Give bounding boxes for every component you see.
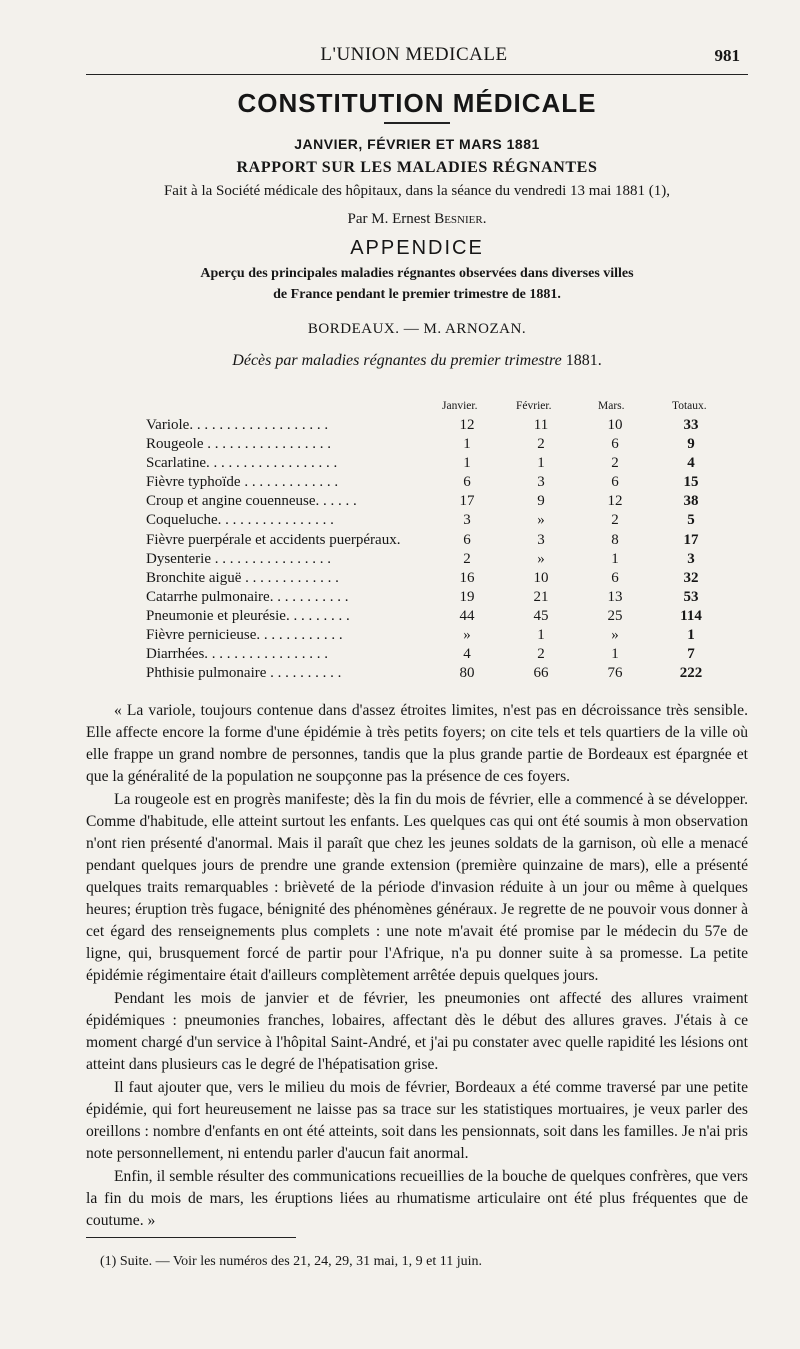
table-row: [146, 416, 746, 435]
table-row: [146, 664, 746, 683]
mortality-table: [146, 398, 746, 683]
row-value: 11: [533, 417, 549, 433]
row-label: Bronchite aiguë . . . . . . . . . . . . .: [146, 569, 339, 586]
main-title: CONSTITUTION MÉDICALE: [237, 88, 597, 118]
table-row: [146, 588, 746, 607]
row-value: 12: [607, 493, 623, 510]
row-value: 80: [459, 665, 475, 682]
table-row: [146, 492, 746, 511]
row-value: 17: [459, 493, 475, 510]
title-rule: [384, 122, 450, 124]
running-head: [88, 44, 740, 74]
paragraph: Pendant les mois de janvier et de février, les pneumonies ont affecté des allures vraiment épidémiques : pneumonies franches, lobaires, affectant dès le début des allures graves. J'étais à ce moment chargé d'un service à l'hôpital Saint-André, et j'ai pu constater avec quelle rapidité les lésions ont atteint dans plusieurs cas le degré de l'hépatisation grise.: [86, 990, 748, 1073]
author-name: Besnier.: [434, 211, 487, 227]
header-fevrier: Février.: [516, 400, 552, 412]
row-value: 2: [611, 455, 619, 472]
row-value: 10: [607, 417, 623, 433]
row-label: Fièvre puerpérale et accidents puerpéraux.: [146, 531, 401, 548]
row-label: Pneumonie et pleurésie. . . . . . . . .: [146, 607, 350, 624]
row-value: 21: [533, 588, 549, 605]
row-value: 4: [687, 455, 695, 472]
table-row: [146, 626, 746, 645]
header-rule: [86, 74, 748, 75]
table-row: [146, 531, 746, 550]
row-value: 17: [683, 531, 699, 548]
page-number: 981: [714, 46, 740, 65]
row-value: 13: [607, 588, 623, 605]
row-label: Diarrhées. . . . . . . . . . . . . . . . .: [146, 646, 329, 663]
table-row: [146, 435, 746, 454]
author-line: [86, 208, 748, 230]
session-line: Fait à la Société médicale des hôpitaux, dans la séance du vendredi 13 mai 1881 (1),: [163, 183, 671, 199]
row-value: 9: [687, 436, 695, 453]
row-value: 12: [459, 417, 475, 433]
table-row: [146, 511, 746, 530]
header-totaux: Totaux.: [672, 400, 707, 412]
row-value: 1: [537, 455, 545, 472]
author-prefix: Par M. Ernest: [347, 211, 435, 227]
row-value: 222: [679, 665, 703, 682]
table-row: [146, 473, 746, 492]
row-label: Coqueluche. . . . . . . . . . . . . . . .: [146, 512, 334, 529]
journal-title: L'UNION MEDICALE: [320, 44, 508, 65]
footnote-rule: [86, 1237, 296, 1238]
row-value: 45: [533, 607, 549, 624]
row-value: 1: [687, 627, 695, 644]
row-value: 2: [537, 646, 545, 663]
row-value: 3: [537, 531, 545, 548]
row-value: 8: [611, 531, 619, 548]
row-label: Scarlatine. . . . . . . . . . . . . . . . . .: [146, 455, 338, 472]
report-heading: RAPPORT SUR LES MALADIES RÉGNANTES: [236, 159, 598, 176]
row-value: 16: [459, 569, 475, 586]
row-label: Variole. . . . . . . . . . . . . . . . . . .: [146, 417, 329, 433]
row-label: Catarrhe pulmonaire. . . . . . . . . . .: [146, 588, 349, 605]
row-value: 19: [459, 588, 475, 605]
row-label: Fièvre pernicieuse. . . . . . . . . . . .: [146, 627, 343, 644]
title-block: [86, 86, 748, 372]
paragraph: « La variole, toujours contenue dans d'assez étroites limites, n'est pas en décroissance très sensible. Elle affecte encore la forme d'une épidémie à très petits foyers; on cite tels et tels quartiers de la ville où elle frappe un grand nombre de personnes, tandis que la plus grande partie de Bordeaux est épargnée et que la généralité de la population ne soupçonne pas la présence de ces foyers.: [86, 702, 748, 785]
paragraph: Il faut ajouter que, vers le milieu du mois de février, Bordeaux a été comme traversé par une petite épidémie, qui fort heureusement ne laisse pas sa trace sur les statistiques mortuaires, je veux parler des oreillons : nombre d'enfants en ont été atteints, soit dans les pensionnats, soit dans les familles. Je n'ai pris note personnellement, ni entendu parler d'aucun fait anormal.: [86, 1079, 748, 1162]
row-value: 66: [533, 665, 549, 682]
row-label: Rougeole . . . . . . . . . . . . . . . . .: [146, 436, 331, 453]
table-body: [146, 416, 746, 683]
paragraph: La rougeole est en progrès manifeste; dès la fin du mois de février, elle a commencé à se développer. Comme d'habitude, elle atteint surtout les enfants. Les quelques cas qui ont été soumis à mon observation n'ont rien présenté d'anormal. Mais il paraît que chez les jeunes soldats de la garnison, où elle a menacé pendant quelques jours de prendre une grande extension (première quinzaine de mars), elle a présenté quelques traits remarquables : brièveté de la période d'invasion réduite à un jour ou même à quelques heures; éruption très fugace, bénignité des phénomènes généraux. Je regrette de ne pouvoir vous donner à cet égard des renseignements plus complets : une note m'avait été promise par le médecin du 57e de ligne, qui, brusquement forcé de partir pour l'Afrique, n'a pu donner suite à sa promesse. La petite épidémie régimentaire était d'ailleurs complètement arrêtée depuis quelques jours.: [86, 791, 748, 984]
row-value: 3: [463, 512, 471, 529]
row-value: 2: [611, 512, 619, 529]
row-value: 33: [683, 417, 699, 433]
row-label: Phthisie pulmonaire . . . . . . . . . .: [146, 665, 342, 682]
row-value: 4: [463, 646, 471, 663]
report-body: [86, 700, 748, 1233]
appendix-heading: APPENDICE: [350, 237, 484, 259]
row-value: 2: [463, 550, 471, 567]
row-label: Croup et angine couenneuse. . . . . .: [146, 493, 357, 510]
row-value: 76: [607, 665, 623, 682]
row-value: »: [537, 550, 545, 567]
row-value: 15: [683, 474, 699, 491]
table-header: [146, 398, 746, 416]
row-value: 10: [533, 569, 549, 586]
row-value: 38: [683, 493, 699, 510]
row-value: 2: [537, 436, 545, 453]
row-label: Dysenterie . . . . . . . . . . . . . . . .: [146, 550, 331, 567]
row-value: 1: [611, 550, 619, 567]
table-row: [146, 645, 746, 664]
table-row: [146, 550, 746, 569]
city-heading: BORDEAUX. — M. ARNOZAN.: [307, 321, 527, 337]
row-value: 53: [683, 588, 699, 605]
paragraph: Enfin, il semble résulter des communications recueillies de la bouche de quelques confrères, que vers la fin du mois de mars, les éruptions liées au rhumatisme articulaire ont été plus fréquentes que de coutume. »: [86, 1168, 748, 1229]
row-value: 6: [611, 569, 619, 586]
row-value: 3: [537, 474, 545, 491]
row-label: Fièvre typhoïde . . . . . . . . . . . . .: [146, 474, 339, 491]
footnote: (1) Suite. — Voir les numéros des 21, 24, 29, 31 mai, 1, 9 et 11 juin.: [100, 1254, 482, 1269]
table-row: [146, 569, 746, 588]
row-value: 1: [537, 627, 545, 644]
row-value: 9: [537, 493, 545, 510]
row-value: 7: [687, 646, 695, 663]
overview-line-1: Aperçu des principales maladies régnantes observées dans diverses villes: [200, 266, 634, 281]
row-value: 1: [463, 436, 471, 453]
row-value: 44: [459, 607, 475, 624]
row-value: »: [463, 627, 471, 644]
row-value: 6: [463, 531, 471, 548]
header-janvier: Janvier.: [442, 400, 478, 412]
row-value: »: [611, 627, 619, 644]
row-value: »: [537, 512, 545, 529]
row-value: 6: [611, 436, 619, 453]
overview-line-2: de France pendant le premier trimestre de 1881.: [273, 287, 561, 302]
row-value: 32: [683, 569, 699, 586]
table-row: [146, 454, 746, 473]
table-row: [146, 607, 746, 626]
header-mars: Mars.: [598, 400, 625, 412]
row-value: 114: [680, 607, 702, 624]
row-value: 3: [687, 550, 695, 567]
row-value: 5: [687, 512, 695, 529]
row-value: 1: [611, 646, 619, 663]
row-value: 6: [463, 474, 471, 491]
table-caption-text: Décès par maladies régnantes du premier trimestre: [232, 352, 562, 369]
table-caption: [86, 350, 748, 372]
row-value: 25: [607, 607, 623, 624]
row-value: 6: [611, 474, 619, 491]
table-caption-year: 1881.: [565, 352, 602, 369]
row-value: 1: [463, 455, 471, 472]
period-heading: JANVIER, FÉVRIER ET MARS 1881: [294, 136, 540, 152]
